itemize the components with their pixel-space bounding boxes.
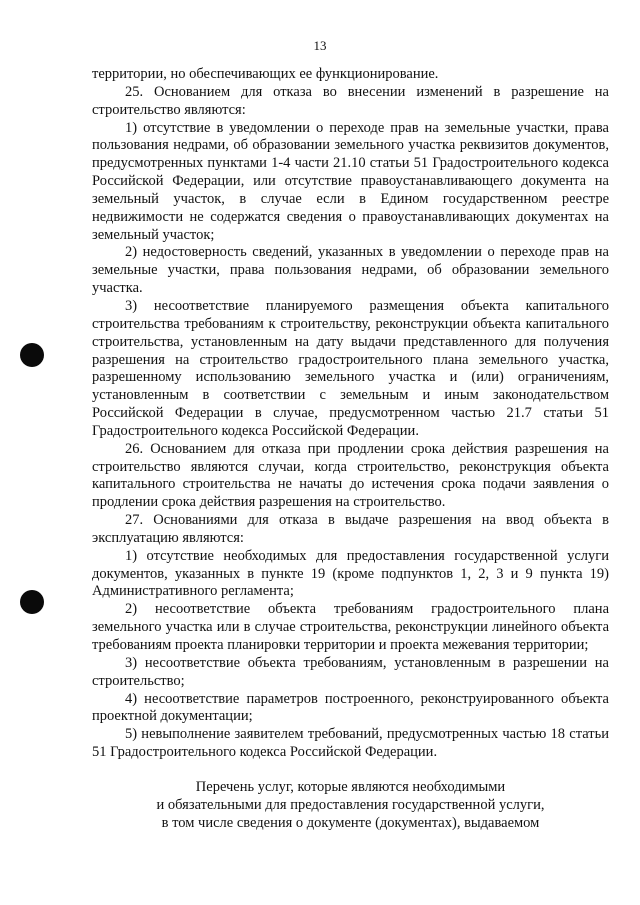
paragraph-subitem: 1) отсутствие в уведомлении о переходе прав на земельные участки, права пользования недрами, об образовании земельного участка реквизитов документов, предусмотренных пунктами 1-4 части 21.10 статьи 51 Градостроительного кодекса Российской Федерации, или отсутствие правоустанавливающего документа на земельный участок, в случае если в Едином государственном реестре недвижимости не содержатся сведения о правоустанавливающих документах на земельный участок; <box>92 119 609 243</box>
punch-hole-mark <box>20 590 44 614</box>
paragraph-continuation: территории, но обеспечивающих ее функционирование. <box>92 66 439 82</box>
paragraph-item-26: 26. Основанием для отказа при продлении срока действия разрешения на строительство являются случаи, когда строительство, реконструкция объекта капитального строительства не начаты до истечения срока подачи заявления о продлении срока действия разрешения на строительство. <box>92 440 609 511</box>
paragraph-item-27: 27. Основаниями для отказа в выдаче разрешения на ввод объекта в эксплуатацию являются: <box>92 512 609 546</box>
punch-hole-mark <box>20 343 44 367</box>
page-number: 13 <box>313 38 327 53</box>
paragraph-subitem: 3) несоответствие объекта требованиям, установленным в разрешении на строительство; <box>92 654 609 689</box>
section-heading-line: в том числе сведения о документе (документах), выдаваемом <box>161 815 540 831</box>
section-heading-line: Перечень услуг, которые являются необходимыми <box>195 779 506 795</box>
section-heading <box>92 778 609 832</box>
paragraph-item-25: 25. Основанием для отказа во внесении изменений в разрешение на строительство являются: <box>92 83 609 118</box>
paragraph-subitem: 2) несоответствие объекта требованиям градостроительного плана земельного участка или в случае строительства, реконструкции линейного объекта требованиям проекта планировки территории и проекта межевания территории; <box>92 601 609 653</box>
paragraph-subitem: 1) отсутствие необходимых для предоставления государственной услуги документов, указанных в пункте 19 (кроме подпунктов 1, 2, 3 и 9 пункта 19) Административного регламента; <box>92 547 609 600</box>
document-body <box>92 66 609 762</box>
paragraph-subitem: 2) недостоверность сведений, указанных в уведомлении о переходе прав на земельные участки, права пользования недрами, об образовании земельного участка. <box>92 244 609 297</box>
paragraph-subitem: 5) невыполнение заявителем требований, предусмотренных частью 18 статьи 51 Градостроительного кодекса Российской Федерации. <box>92 726 609 761</box>
section-heading-line: и обязательными для предоставления государственной услуги, <box>156 797 545 813</box>
paragraph-subitem: 3) несоответствие планируемого размещения объекта капитального строительства требованиям к строительству, реконструкции объекта капитального строительства, установленным на дату выдачи представленного для получения разрешения на строительство градостроительного плана земельного участка, разрешенному использованию земельного участка и (или) ограничениям, установленным в соответствии с земельным и иным законодательством Российской Федерации в случае, предусмотренном частью 21.7 статьи 51 Градостроительного кодекса Российской Федерации. <box>92 297 609 439</box>
paragraph-subitem: 4) несоответствие параметров построенного, реконструированного объекта проектной документации; <box>92 690 609 725</box>
